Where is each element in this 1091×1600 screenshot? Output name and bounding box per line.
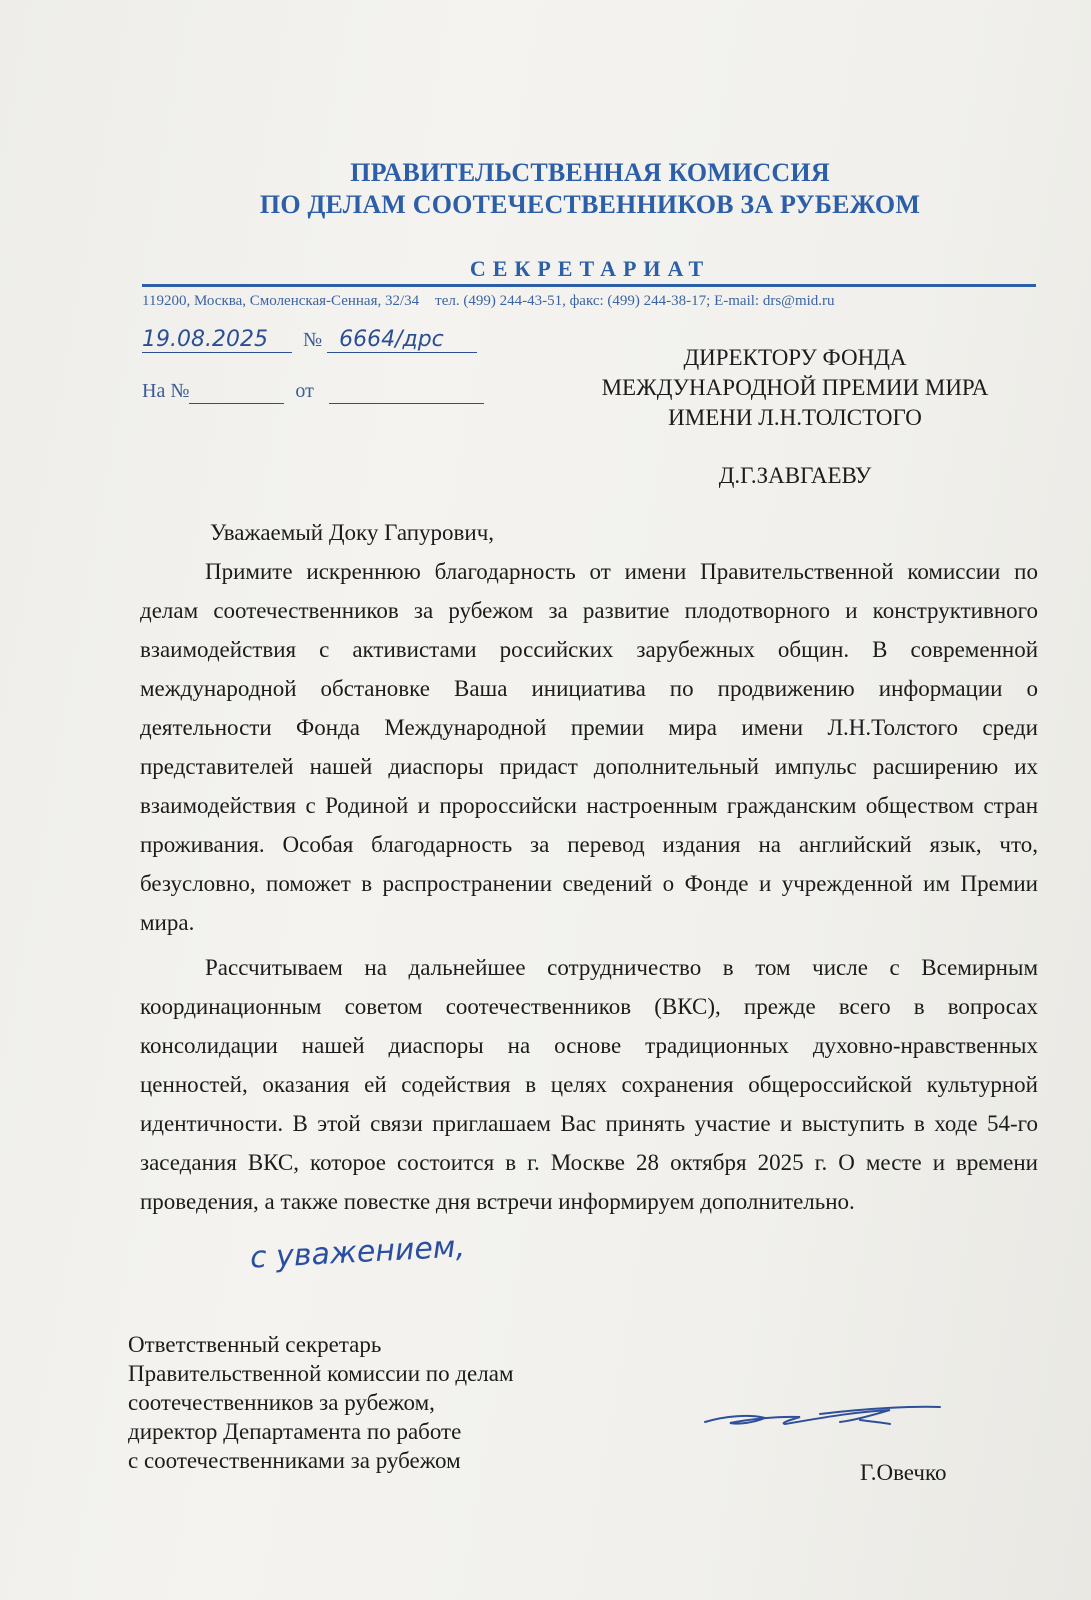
reply-date-blank [329, 380, 484, 404]
body-paragraph-2: Рассчитываем на дальнейшее сотрудничество в том числе с Всемирным координационным советом соотечественников (ВКС), прежде всего в вопросах консолидации нашей диаспоры на основе традиционных духовно-нравственных ценностей, оказания ей содействия в целях сохранения общероссийской культурной идентичности. В этой связи приглашаем Вас принять участие и выступить в ходе 54-го заседания ВКС, которое состоится в г. Москве 28 октября 2025 г. О месте и времени проведения, а также повестке дня встречи информируем дополнительно. [140, 955, 1038, 1214]
addressee-line1: ДИРЕКТОРУ ФОНДА [683, 345, 907, 370]
letterhead-title-line1: ПРАВИТЕЛЬСТВЕННАЯ КОМИССИЯ [350, 158, 830, 187]
body-paragraph-1: Примите искреннюю благодарность от имени Правительственной комиссии по делам соотечественников за рубежом за развитие плодотворного и конструктивного взаимодействия с активистами российских зарубежных общин. В современной международной обстановке Ваша инициатива по продвижению информации о деятельности Фонда Международной премии мира имени Л.Н.Толстого среди представителей нашей диаспоры придаст дополнительный импульс расширению их взаимодействия с Родиной и пророссийски настроенным гражданским обществом стран проживания. Особая благодарность за перевод издания на английский язык, что, безусловно, поможет в распространении сведений о Фонде и учрежденной им Премии мира. [140, 559, 1038, 935]
salutation: Уважаемый Доку Гапурович, [210, 520, 495, 545]
signatory-title-line1: Ответственный секретарь [128, 1332, 382, 1357]
signatory-title-line5: с соотечественниками за рубежом [128, 1448, 461, 1473]
letterhead-address: 119200, Москва, Смоленская-Сенная, 32/34 [142, 293, 420, 309]
reply-reference-line [142, 380, 484, 404]
registration-number-label: № [303, 329, 323, 351]
addressee-line2: МЕЖДУНАРОДНОЙ ПРЕМИИ МИРА [601, 375, 989, 400]
registration-number-field [327, 327, 477, 353]
addressee-line3: ИМЕНИ Л.Н.ТОЛСТОГО [668, 405, 922, 430]
letterhead-title-line2: ПО ДЕЛАМ СООТЕЧЕСТВЕННИКОВ ЗА РУБЕЖОМ [259, 190, 921, 219]
signatory-name: Г.Овечко [860, 1460, 947, 1485]
letterhead-contacts [142, 293, 1042, 310]
reply-number-blank [189, 380, 284, 404]
signatory-title [128, 1330, 628, 1475]
registration-line [142, 327, 477, 353]
letterhead-divider [142, 284, 1036, 287]
letterhead-department: СЕКРЕТАРИАТ [469, 256, 711, 281]
reply-from-label: от [295, 380, 314, 402]
handwritten-signature [700, 1392, 950, 1442]
reply-number-label: На № [142, 380, 190, 402]
letterhead-phone-email: тел. (499) 244-43-51, факс: (499) 244-38-17; E-mail: drs@mid.ru [435, 293, 835, 309]
signatory-title-line3: соотечественников за рубежом, [128, 1390, 435, 1415]
handwritten-closing: с уважением, [249, 1229, 466, 1276]
addressee-name: Д.Г.ЗАВГАЕВУ [718, 463, 872, 488]
signatory-title-line4: директор Департамента по работе [128, 1419, 462, 1444]
registration-number: 6664/дрс [339, 327, 444, 352]
registration-date-field [142, 327, 292, 353]
signatory-title-line2: Правительственной комиссии по делам [128, 1361, 514, 1386]
registration-date: 19.08.2025 [142, 327, 268, 352]
addressee-block [560, 343, 1030, 433]
